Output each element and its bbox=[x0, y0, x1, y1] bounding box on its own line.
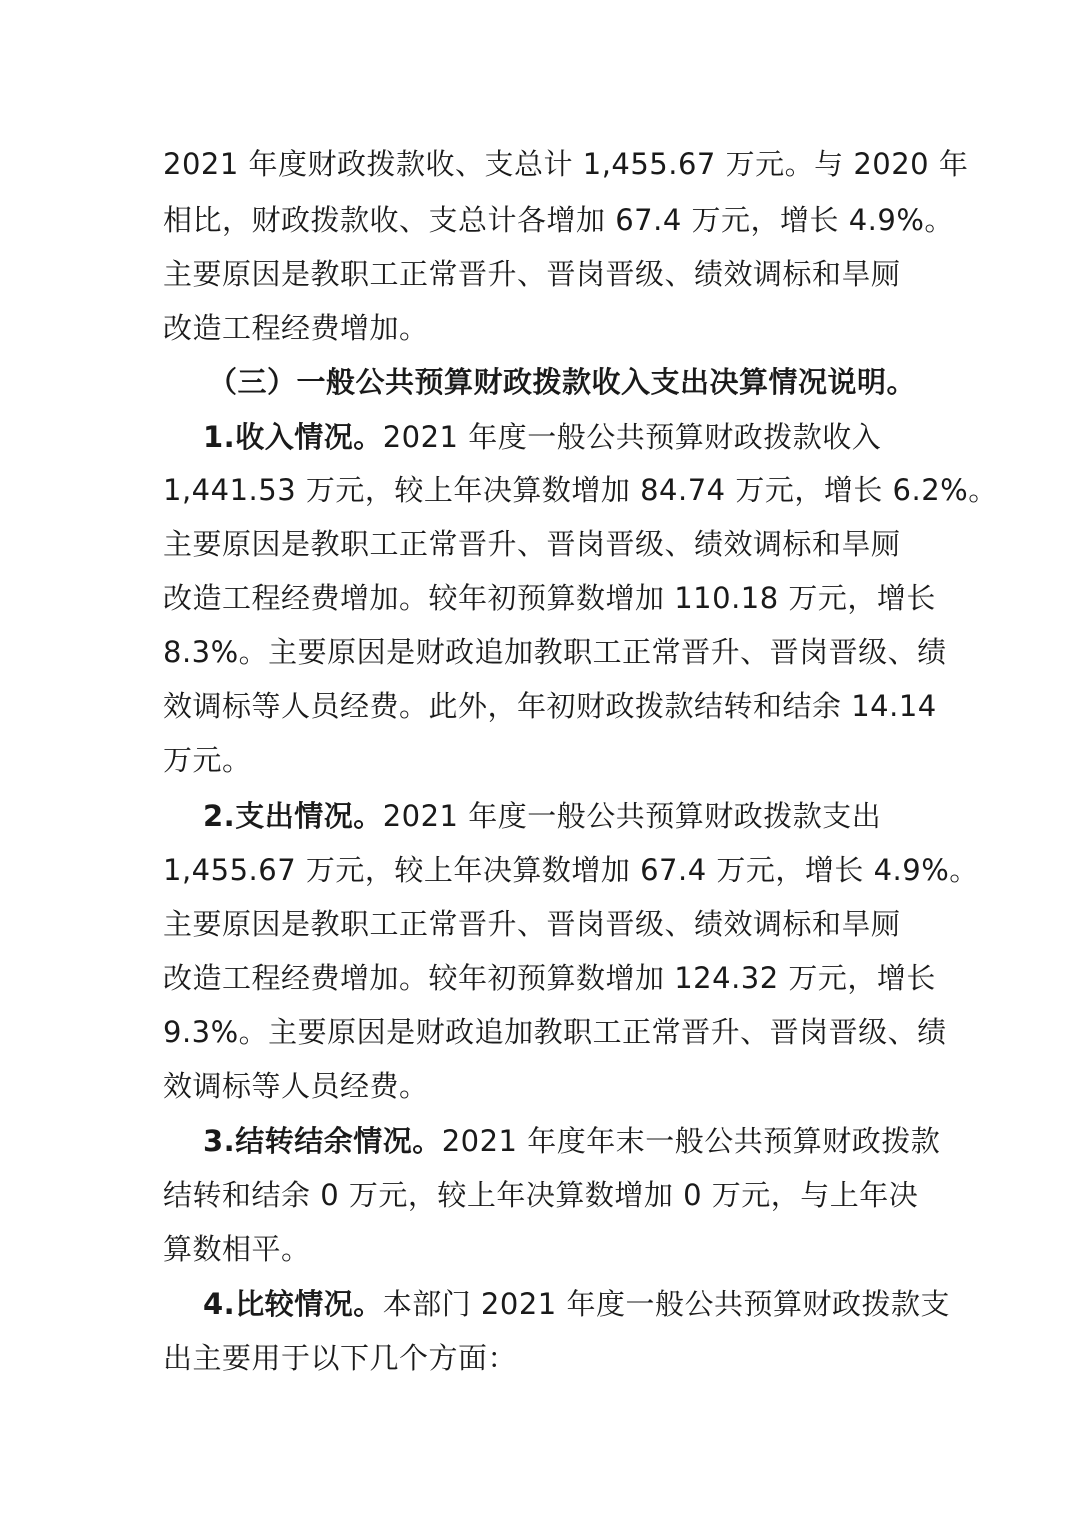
paragraph-line: 算数相平。 bbox=[163, 1232, 311, 1266]
paragraph-line: 效调标等人员经费。 bbox=[163, 1069, 429, 1103]
paragraph-line bbox=[203, 417, 881, 457]
paragraph-line: 相比，财政拨款收、支总计各增加 67.4 万元，增长 4.9%。 bbox=[163, 203, 954, 237]
paragraph-line: 主要原因是教职工正常晋升、晋岗晋级、绩效调标和旱厕 bbox=[163, 527, 901, 561]
paragraph-line: 改造工程经费增加。较年初预算数增加 124.32 万元，增长 bbox=[163, 961, 936, 995]
paragraph-line: 效调标等人员经费。此外，年初财政拨款结转和结余 14.14 bbox=[163, 689, 937, 723]
paragraph-line: 主要原因是教职工正常晋升、晋岗晋级、绩效调标和旱厕 bbox=[163, 907, 901, 941]
subheading: 4.比较情况。 bbox=[203, 1287, 383, 1321]
paragraph-line: 万元。 bbox=[163, 743, 252, 777]
paragraph-line: 主要原因是教职工正常晋升、晋岗晋级、绩效调标和旱厕 bbox=[163, 257, 901, 291]
paragraph-line bbox=[203, 796, 881, 836]
subheading: 1.收入情况。 bbox=[203, 420, 383, 454]
paragraph-text: 2021 年度一般公共预算财政拨款收入 bbox=[382, 420, 882, 454]
paragraph-text: 2021 年度一般公共预算财政拨款支出 bbox=[382, 799, 882, 833]
subheading: 3.结转结余情况。 bbox=[203, 1124, 442, 1158]
paragraph-line bbox=[203, 1121, 940, 1161]
paragraph-line: 2021 年度财政拨款收、支总计 1,455.67 万元。与 2020 年 bbox=[163, 147, 969, 181]
section-heading: （三）一般公共预算财政拨款收入支出决算情况说明。 bbox=[208, 365, 917, 399]
paragraph-line: 1,455.67 万元，较上年决算数增加 67.4 万元，增长 4.9%。 bbox=[163, 853, 979, 887]
paragraph-line bbox=[203, 1284, 950, 1324]
paragraph-text: 2021 年度年末一般公共预算财政拨款 bbox=[441, 1124, 941, 1158]
paragraph-line: 改造工程经费增加。较年初预算数增加 110.18 万元，增长 bbox=[163, 581, 936, 615]
paragraph-line: 出主要用于以下几个方面： bbox=[163, 1341, 518, 1375]
paragraph-line: 结转和结余 0 万元，较上年决算数增加 0 万元，与上年决 bbox=[163, 1178, 919, 1212]
paragraph-line: 1,441.53 万元，较上年决算数增加 84.74 万元，增长 6.2%。 bbox=[163, 473, 998, 507]
paragraph-line: 改造工程经费增加。 bbox=[163, 311, 429, 345]
subheading: 2.支出情况。 bbox=[203, 799, 383, 833]
paragraph-line: 9.3%。主要原因是财政追加教职工正常晋升、晋岗晋级、绩 bbox=[163, 1015, 947, 1049]
paragraph-text: 本部门 2021 年度一般公共预算财政拨款支 bbox=[382, 1287, 950, 1321]
paragraph-line: 8.3%。主要原因是财政追加教职工正常晋升、晋岗晋级、绩 bbox=[163, 635, 947, 669]
